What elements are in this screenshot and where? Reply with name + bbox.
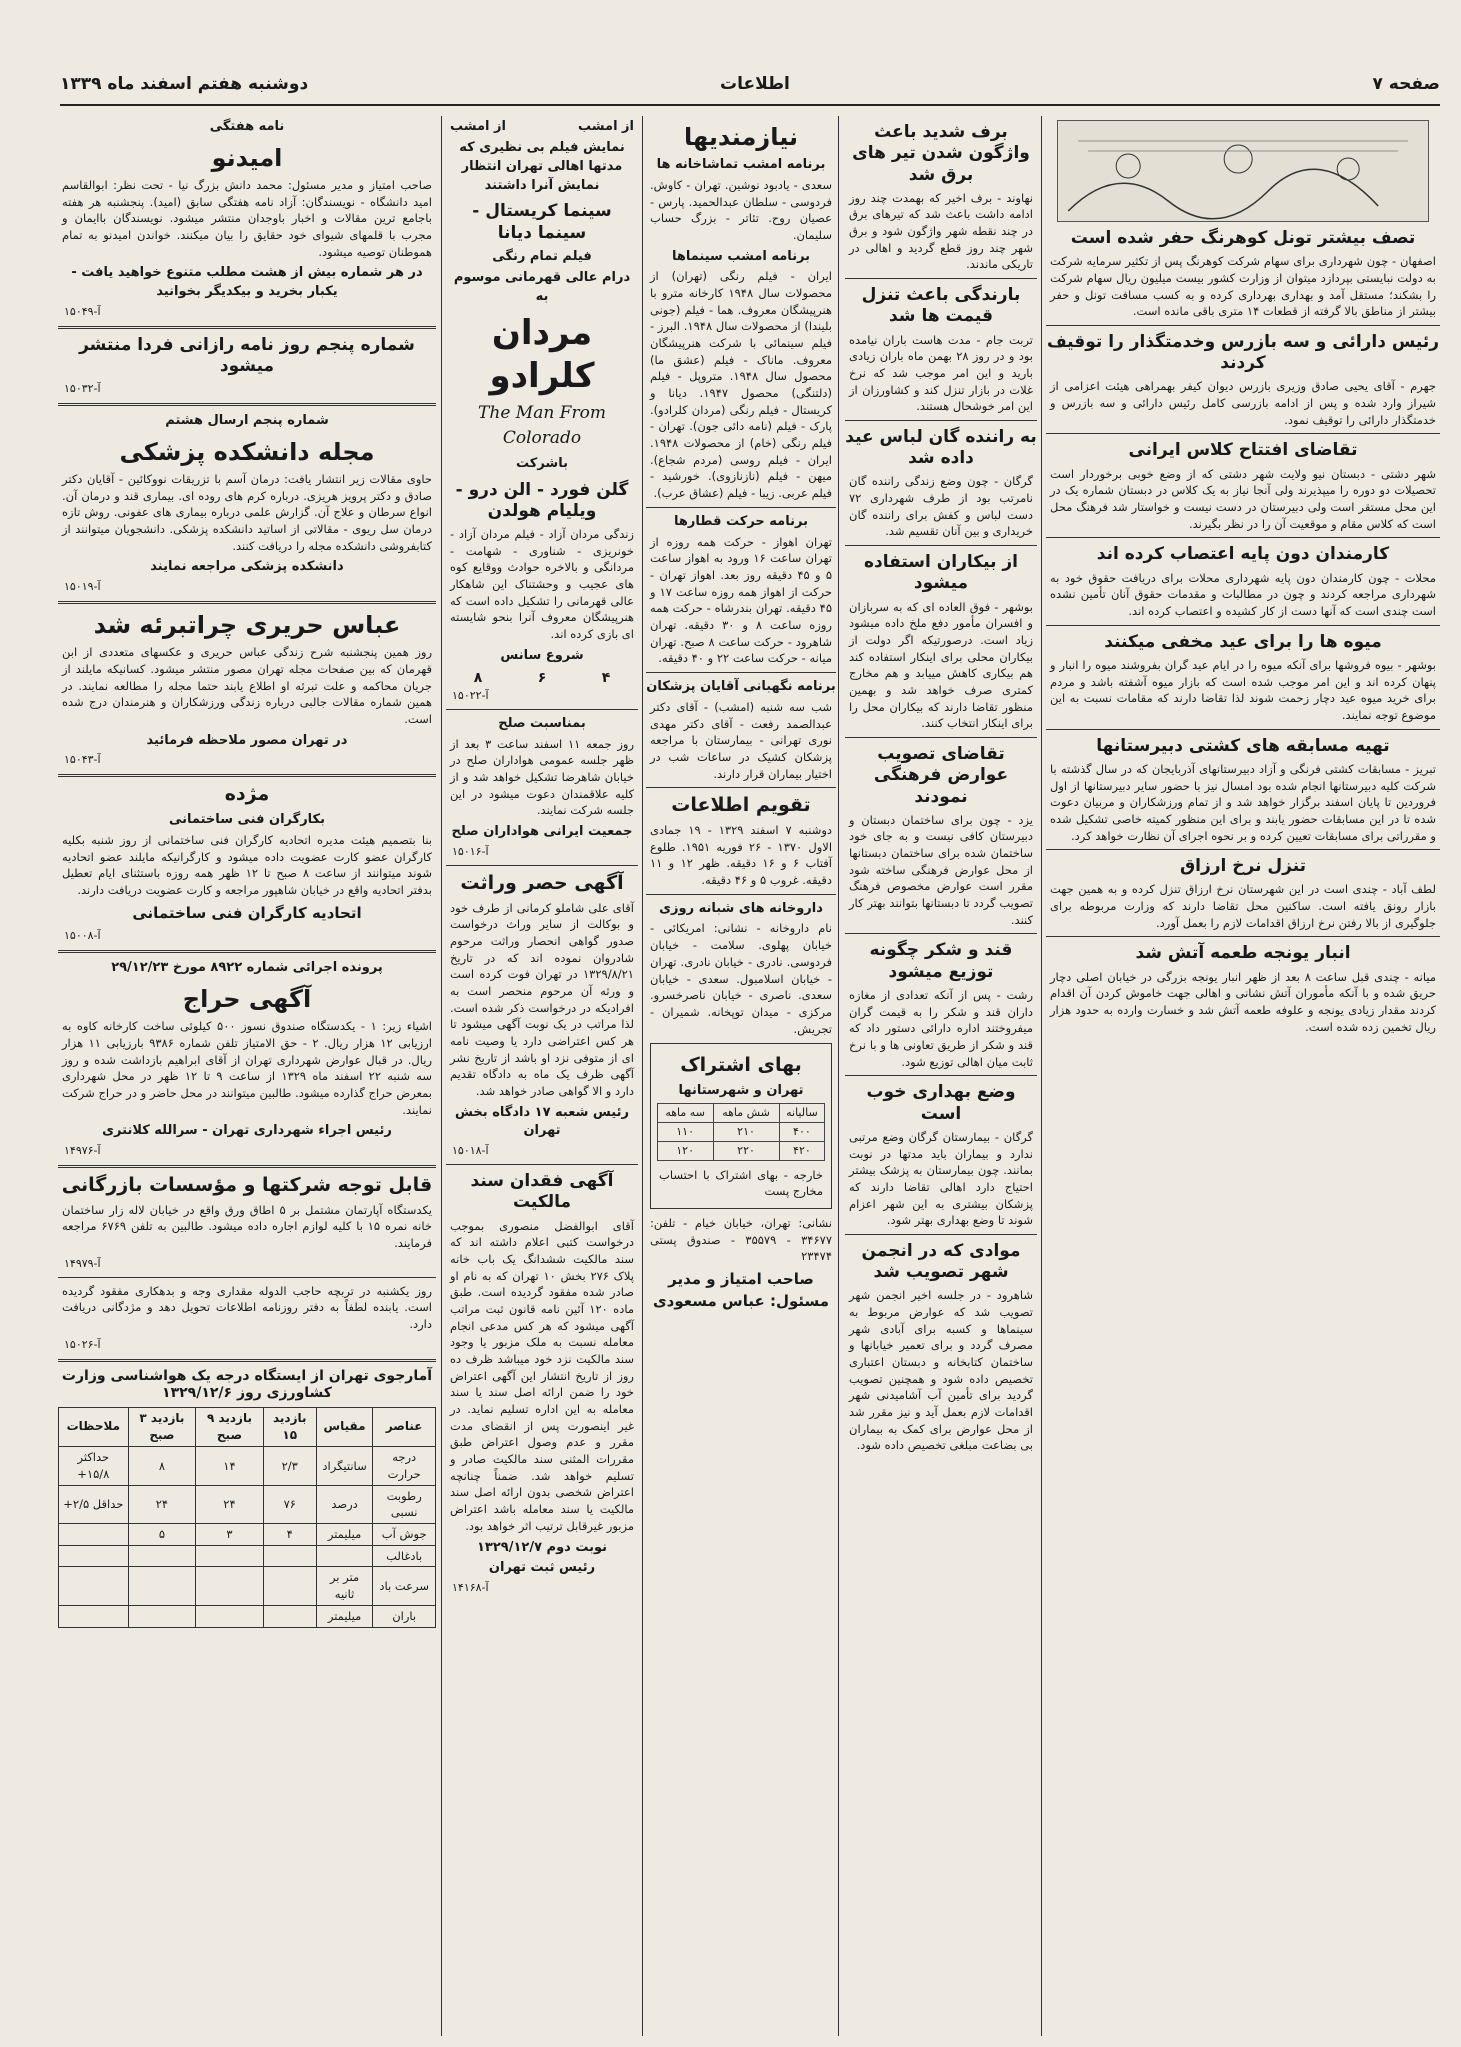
column-regional-news	[1046, 116, 1440, 2036]
article-body: گرگان - بیمارستان گرگان وضع مرتبی ندارد و بیماران باید مدتها در نوبت بمانند. چون بیمارستان به پزشک بیشتر احتیاج دارد اهالی تقاضا دارند که پزشکان بیشتری به این شهر اعزام شوند تا وضع بهداری بهتر شود.	[849, 1129, 1033, 1228]
peace-text: روز جمعه ۱۱ اسفند ساعت ۳ بعد از ظهر جلسه عمومی هواداران صلح در خیابان شاهرضا تشکیل خواهد شد و از کلیه علاقمندان دعوت میشود در این جلسه شرکت نمایند.	[450, 736, 634, 818]
ad-code: آ-۱۵۰۱۹	[64, 580, 101, 594]
showtime: ۶	[537, 669, 547, 686]
table-cell: ۸	[128, 1447, 196, 1485]
table-cell	[59, 1524, 129, 1546]
table-cell: ۴۰۰	[779, 1122, 825, 1141]
subscription-heading: بهای اشتراک	[680, 1054, 802, 1077]
showtime: ۸	[473, 669, 483, 686]
razi-notice: شماره پنجم روز نامه رازانی فردا منتشر میشود	[79, 334, 415, 377]
table-cell: ۵	[128, 1524, 196, 1546]
article-title: موادی که در انجمن شهر تصویب شد	[861, 1240, 1021, 1283]
table-cell: سه ماهه	[657, 1103, 713, 1122]
movie-synopsis: زندگی مردان آزاد - فیلم مردان آزاد - خونریزی - شناوری - شهامت - مردانگی و بالاخره حوادث ووقایع کوه های عجیب و وحشتناک این شاهکار عالی قهرمانی را تشکیل داده است که هنرپیشگان معروف آنرا بنحو شایسته ای بازی کرده اند.	[450, 527, 634, 642]
showtime: ۴	[601, 669, 611, 686]
article-body: میانه - چندی قبل ساعت ۸ بعد از ظهر انبار یونجه بزرگی در خیابان اصلی دچار حریق شده و با آنکه مأموران آتش نشانی و اهالی جهت خاموش کردن آن اقدام کردند مقدار زیادی یونجه و علوفه طعمه آتش شد و خسارت وارده به حدود هزار ریال تخمین زده شده است.	[1050, 969, 1437, 1034]
table-cell	[316, 1545, 373, 1567]
article-title: بارندگی باعث تنزل قیمت ها شد	[861, 285, 1021, 327]
article-title: رئیس دارائی و سه بازرس وخدمتگذار را توقیف کردند	[1046, 331, 1440, 374]
abbas-foot: در تهران مصور ملاحظه فرمائید	[146, 732, 348, 748]
peace-heading: بمناسبت صلح	[498, 715, 586, 731]
mozhdeh-subtitle: بکارگران فنی ساختمانی	[169, 812, 325, 828]
movie-title-latin: The Man From Colorado	[478, 403, 606, 449]
article-title: تنزل نرخ ارزاق	[1179, 856, 1307, 877]
table-cell	[128, 1605, 196, 1627]
table-cell: ۲۱۰	[713, 1122, 779, 1141]
ad-title: آگهی حصر وراثت	[460, 871, 624, 894]
abbas-title: عباس حریری چراتبرئه شد	[93, 611, 401, 640]
doctors-listing: شب سه شنبه (امشب) - آقای دکتر عبدالصمد رفعت - آقای دکتر مهدی نوری تهرانی - بیمارستان با مراجعه پزشکان کشیک در ساعات شب در اختیار بیماران قرار دارند.	[650, 699, 832, 781]
article-body: شاهرود - در جلسه اخیر انجمن شهر تصویب شد که عوارض مربوط به سینماها و کسبه برای آبادی شهر مصرف گردد و برای تعمیر خیابانها و ساختمان کتابخانه و دبستان اعتباری تخصیص داده شود و همچنین تصویب گردید برای تأمین آب آشامیدنی شهر اقدامات لازم بعمل آید و نیز مقرر شد از محل عوارض برای کمک به بیماران بی بضاعت مبلغی تخصیص داده شود.	[849, 1288, 1033, 1453]
cartoon-illustration	[1057, 120, 1429, 222]
subscription-note: خارجه - بهای اشتراک با احتساب مخارج پست	[659, 1167, 823, 1199]
cinema-names: سینما کریستال - سینما دیانا	[472, 201, 612, 243]
table-row	[59, 1545, 436, 1567]
amidno-title: امیدنو	[211, 143, 283, 172]
table-cell: ۲۴	[128, 1485, 196, 1523]
abbas-text: روز همین پنجشنبه شرح زندگی عباس حریری و عکسهای متعددی از ابن قهرمان که بین صفحات مجله تهران مصور منتشر میشود. کسانیکه مایلند از جریان محاکمه و علت تبرئه او اطلاع یابند حتما مجله را مطالعه نمایند. در همین شماره مقالات جالبی درباره زندگی ورزشکاران و هنرمندان درج شده است.	[62, 645, 432, 726]
film-type: فیلم تمام رنگی	[492, 248, 592, 264]
table-cell	[59, 1567, 129, 1605]
table-cell: ۳	[196, 1524, 264, 1546]
column-rule	[1041, 116, 1042, 2036]
weather-table	[58, 1407, 436, 1628]
ad-signature: رئیس ثبت تهران	[488, 1560, 596, 1576]
article-body: اصفهان - چون شهرداری برای سهام شرکت کوهرنگ پس از تکثیر سرمایه شرکت به دولت نبایستی بپردازد میتوان از وزارت کشور بیست میلیون ریال سهام شرکت را بشکند؛ مستقل آمد و بهداری بهرداری کرده و به کسب مسافت تونل و حفر بیشتر از مناطق بالا گرفته از قطعات ۱۴ متری باقی مانده است.	[1050, 254, 1436, 319]
table-row	[59, 1485, 436, 1523]
table-row	[59, 1447, 436, 1485]
pharmacy-heading: داروخانه های شبانه روزی	[659, 900, 823, 916]
notice-text: یکدستگاه آپارتمان مشتمل بر ۵ اطاق ورق واقع در خیابان لاله زار ساختمان خانه نمره ۱۵ با کلیه لوازم اجاره داده میشود. طالبین به تلفن ۶۷۶۹ مراجعه فرمایند.	[62, 1202, 432, 1251]
lost-item-text: روز یکشنبه در تربچه حاجب الدوله مقداری وجه و بدهکاری مفقود گردیده است. یابنده لطفاً به دفتر روزنامه اطلاعات تحویل دهد و مژدگانی دریافت دارد.	[62, 1283, 432, 1332]
table-cell: درصد	[316, 1485, 373, 1523]
showtimes-heading: شروع سانس	[500, 647, 584, 663]
article-title: تقاضای افتتاح کلاس ایرانی	[1128, 440, 1358, 461]
trains-schedule: تهران اهواز - حرکت همه روزه از تهران ساعت ۱۶ ورود به اهواز ساعت ۵ و ۴۵ دقیقه روز بعد. اهواز تهران - حرکت از اهواز همه روزه ساعت ۱۷ و ۴۵ دقیقه. تهران بندرشاه - حرکت همه روزه ساعت ۸ و ۳۰ دقیقه. تهران شاهرود - حرکت ساعت ۸ صبح. تهران میانه - حرکت ساعت ۲۲ و ۴۰ دقیقه.	[650, 534, 833, 666]
journal-kicker: شماره پنجم ارسال هشتم	[165, 413, 329, 429]
cast-label: باشرکت	[516, 455, 568, 471]
table-header: مقیاس	[316, 1407, 373, 1447]
amidno-foot: در هر شماره بیش از هشت مطلب متنوع خواهید یافت - یکبار بخرید و بیکدیگر بخوانید	[71, 265, 423, 300]
table-cell: جوش آب	[373, 1524, 436, 1546]
auction-signature: رئیس اجراء شهرداری تهران - سرالله کلانتری	[102, 1123, 392, 1139]
ad-code: آ-۱۴۹۷۶	[64, 1144, 101, 1158]
table-cell: حداقل ۲/۵+	[59, 1485, 129, 1523]
movies-heading: برنامه امشب سینماها	[671, 248, 811, 264]
auction-title: آگهی حراج	[182, 985, 312, 1014]
table-cell: سالیانه	[779, 1103, 825, 1122]
ad-code: آ-۱۵۰۲۲	[452, 688, 489, 702]
table-cell: ۲۲۰	[713, 1141, 779, 1160]
table-cell: میلیمتر	[316, 1605, 373, 1627]
article-title: برف شدید باعث واژگون شدن تیر های برق شد	[852, 122, 1030, 185]
article-title: تهیه مسابقه های کشتی دبیرستانها	[1096, 735, 1390, 756]
calendar-text: دوشنبه ۷ اسفند ۱۳۲۹ - ۱۹ جمادی الاول ۱۳۷۰ - ۲۶ فوریه ۱۹۵۱. طلوع آفتاب ۶ و ۱۶ دقیقه. ظهر ۱۲ و ۱۱ دقیقه. غروب ۵ و ۴۶ دقیقه.	[650, 822, 833, 887]
article-body: یزد - چون برای ساختمان دبستان و دبیرستان کافی نیست و به جای خود ساختمان شده برای ساختمان دبستانها از محل عوارض فرهنگی ساخته شود مقرر است عوارض مخصوص فرهنگ تصویب گردد تا دبستانها بتوانند بهتر کار کنند.	[849, 812, 1033, 927]
weather-title: آمارجوی تهران از ایستگاه درجه یک هواشناسی وزارت کشاورزی روز ۱۳۲۹/۱۲/۶	[61, 1367, 433, 1402]
tonight-label: از امشب	[450, 119, 506, 134]
table-header: عناصر	[373, 1407, 436, 1447]
article-body: شهر دشتی - دبستان نیو ولایت شهر دشتی که از وضع خوبی برخوردار است تحصیلات دو دوره را میپذیرند ولی آنجا نیاز به یک کلاس در دبستان شماره یک در این محل مستقر است ولی دبیرستان در دست نیست و خواستار شد فرهنگ محل است که کلاس مقام و موقعیت آن را در نظر بگیرند.	[1050, 466, 1436, 531]
pharmacy-listing: نام داروخانه - نشانی: امریکائی - خیابان پهلوی. سلامت - خیابان فردوسی. نادری - خیابان نادری. تهران - خیابان اسلامبول. سعدی - خیابان سعدی. ناصری - خیابان ناصرخسرو. مرکزی - میدان توپخانه. شمیران - تجریش.	[650, 921, 832, 1036]
subscription-table	[657, 1103, 826, 1161]
article-title: از بیکاران استفاده میشود	[863, 552, 1019, 594]
table-row	[59, 1567, 436, 1605]
mozhdeh-title: مژده	[224, 783, 270, 806]
column-provincial-news	[845, 116, 1037, 2036]
journal-foot: دانشکده پزشکی مراجعه نمایند	[150, 559, 344, 575]
article-body: تبریز - مسابقات کشتی فرنگی و آزاد دبیرستانهای آذربایجان که در سال گذشته با شرکت کلیه دبیرستانها انجام شده بود امسال نیز با حضور سایر دبیرستانها از اول فروردین تا پایان اسفند برگزار خواهد شد و از تمام ورزشکاران و مربیان دعوت شده تا در این مسابقات حضور یابند و برای این منظور کمیته خاصی تشکیل شده و مقرراتی برای مسابقات تعیین کرده و بر نحوه اجرای آن نظارت خواهد کرد.	[1050, 761, 1436, 843]
issue-date: دوشنبه هفتم اسفند ماه ۱۳۳۹	[60, 74, 309, 94]
article-body: نهاوند - برف اخیر که بهمدت چند روز ادامه داشت باعث شد که تیرهای برق در چند نقطه شهر واژگون شود و برق شهر چند روز قطع گردید و اهالی در تاریکی ماندند.	[849, 190, 1033, 272]
article-body: رشت - پس از آنکه تعدادی از مغازه داران قند و شکر را به قیمت گران میفروختند اداره دارائی دستور داد که قند و شکر از طریق تعاونی ها و با نرخ ثابت میان اهالی توزیع شود.	[849, 987, 1033, 1069]
article-title: قند و شکر چگونه توزیع میشود	[869, 940, 1013, 982]
article-body: بوشهر - بیوه فروشها برای آنکه میوه را در ایام عید گران بفروشند میوه را انبار و پنهان کرده اند و این امر موجب شده است که بازار میوه آشفته باشد و مردم برای خرید میوه عید دچار زحمت شوند لذا تقاضا دارند که مقامات نسبت به این موضوع توجه نمایند.	[1050, 657, 1436, 722]
ad-text: آقای ابوالفضل منصوری بموجب درخواست کتبی اعلام داشته اند که سند مالکیت ششدانگ یک باب خانه پلاک ۲۷۶ بخش ۱۰ تهران که به نام او صادر شده مفقود گردیده است. طبق ماده ۱۲۰ آئین نامه قانون ثبت مراتب آگهی میشود که هر کس مدعی انجام معامله نسبت به ملک مزبور یا وجود سند مالکیت نزد خود میباشد ظرف ده روز از تاریخ انتشار این آگهی اعتراض خود را ضمن ارائه اصل سند یا سند معامله به این اداره تسلیم نماید. در غیر اینصورت پس از انقضای مدت مقرر و عدم وصول اعتراض طبق مقررات المثنی سند مالکیت صادر و تسلیم خواهد شد. ضمناً چنانچه اعتراض شخصی بدون ارائه اصل سند مالکیت یا سند معامله باشد اعتراض مزبور غیرقابل ترتیب اثر خواهد بود.	[450, 1218, 634, 1533]
table-cell: میلیمتر	[316, 1524, 373, 1546]
table-cell: رطوبت نسبی	[373, 1485, 436, 1523]
article-body: تربت جام - مدت هاست باران نیامده بود و در روز ۲۸ بهمن ماه باران زیادی بارید و این امر موجب شد که نرخ غلات در بازار تنزل کند و کشاورزان از این امر خوشحال هستند.	[849, 332, 1033, 414]
table-cell	[196, 1545, 264, 1567]
movie-stars: گلن فورد - الن درو - ویلیام هولدن	[455, 479, 629, 521]
paper-address: نشانی: تهران، خیابان خیام - تلفن: ۳۴۶۷۷ - ۳۵۵۷۹ - صندوق پستی ۲۳۴۷۴	[650, 1215, 832, 1264]
ad-code: آ-۱۵۰۱۶	[452, 844, 489, 858]
column-rule	[642, 116, 643, 2036]
table-header: بازدید ۳ صبح	[128, 1407, 196, 1447]
ad-date: نوبت دوم ۱۳۲۹/۱۲/۷	[476, 1539, 608, 1555]
ad-code: آ-۱۵۰۴۹	[64, 304, 101, 318]
table-cell: ۴	[263, 1524, 316, 1546]
subscription-subheading: تهران و شهرستانها	[678, 1082, 804, 1098]
table-cell	[263, 1605, 316, 1627]
table-cell: ۲/۳	[263, 1447, 316, 1485]
movie-title: مردان کلرادو	[489, 313, 595, 396]
tonight-label: از امشب	[578, 119, 634, 134]
table-cell: ۷۶	[263, 1485, 316, 1523]
column-rule	[441, 116, 442, 2036]
table-header: بازدید ۹ صبح	[196, 1407, 264, 1447]
mozhdeh-signature: اتحادیه کارگران فنی ساختمانی	[132, 903, 362, 922]
column-announcements	[58, 116, 436, 2036]
movies-listing: ایران - فیلم رنگی (تهران) از محصولات سال ۱۹۴۸ کارخانه مترو با هنرپیشگان معروف. هما - فیلم (جونی بلیندا) از محصولات سال ۱۹۴۸. البرز - فیلم سینمائی با شرکت هنرپیشگان معروف. ماناک - فیلم (عشق ما) محصول سال ۱۹۴۸. متروپل - فیلم (دلتنگی) محصول ۱۹۴۷. دیانا و کریستال - فیلم رنگی (مردان کلرادو). پارک - فیلم (نامه دائی جون). تهران - فیلم رنگی (خام) از محصولات ۱۹۴۸. ایران - فیلم روسی (مردم شجاع). میهن - فیلم (نازنازوی). خورشید - فیلم عربی. زیبا - فیلم (عشاق عرب).	[650, 269, 833, 501]
column-classifieds	[646, 116, 836, 2036]
mozhdeh-text: بنا بتصمیم هیئت مدیره اتحادیه کارگران فنی ساختمانی از روز شنبه بکلیه کارگران عضو کارت عضویت داده میشود و کارگرانیکه مایلند عضو اتحادیه شوند میتوانند از ساعت ۸ صبح تا ۱۲ ظهر همه روزه باستثنای ایام تعطیل بدفتر اتحادیه واقع در خیابان شاهپور مراجعه و کارت عضویت دریافت دارند.	[62, 832, 432, 897]
table-cell	[263, 1567, 316, 1605]
ad-code: آ-۱۴۱۶۸	[452, 1581, 489, 1595]
article-body: جهرم - آقای یحیی صادق وزیری بازرس دیوان کیفر بهمراهی هیئت اعزامی از شیراز وارد شده و پس از ادامه بازرسی کامل رئیس دارائی و سه بازرس و خدمتگذار دارائی را توقیف نمود.	[1050, 379, 1436, 427]
article-title: میوه ها را برای عید مخفی میکنند	[1104, 631, 1382, 652]
article-title: وضع بهداری خوب است	[866, 1082, 1016, 1124]
table-cell	[59, 1545, 129, 1567]
table-cell	[263, 1545, 316, 1567]
cinema-heading: برنامه امشب تماشاخانه ها	[656, 157, 826, 172]
cinema-listing: سعدی - یادبود نوشین. تهران - کاوش. فردوسی - سلطان عبدالحمید. پارس - عصیان روح. تئاتر - بزرگ حساب سلیمان.	[650, 177, 832, 242]
column-cinema-ads	[446, 116, 638, 2036]
table-cell	[196, 1605, 264, 1627]
publisher-line: صاحب امتیاز و مدیر مسئول: عباس مسعودی	[652, 1269, 830, 1310]
auction-file: پرونده اجرائی شماره ۸۹۲۲ مورخ ۲۹/۱۲/۲۳	[111, 960, 383, 976]
ad-signature: رئیس شعبه ۱۷ دادگاه بخش تهران	[455, 1104, 629, 1139]
article-body: لطف آباد - چندی است در این شهرستان نرخ ارزاق تنزل کرده و به همین جهت بازار رونق یافته است. ساکنین محل تقاضا دارند که وزارت مربوطه برای جلوگیری از بالا رفتن نرخ ارزاق اقدامات لازم را بعمل آورد.	[1050, 882, 1436, 930]
table-cell	[196, 1567, 264, 1605]
article-body: بوشهر - فوق العاده ای که به سربازان و افسران مأمور دفع ملخ داده میشود زیاد است. درصورتیکه اگر دولت از بیکاران محلی برای اینکار استفاده کند هم بیکاری کاهش مییابد و هم مخارج کمتری صرف خواهد شد و بهمین منظور تقاضا دارند که بیکاران محل را برای اینکار انتخاب کنند.	[849, 599, 1033, 731]
ad-text: آقای علی شاملو کرمانی از طرف خود و بوکالت از سایر وراث درخواست صدور گواهی انحصار وراثت مرحوم شادروان نموده اند که در تاریخ ۱۳۲۹/۸/۲۱ در تهران فوت کرده است و ورثه آن مرحوم منحصر است به افرادیکه در درخواست ذکر شده است. لذا مراتب در یک نوبت آگهی میشود تا هر کس اعتراضی دارد یا وصیت نامه ای از متوفی نزد او باشد از تاریخ نشر آگهی ظرف یک ماه به دادگاه تقدیم دارد و الا گواهی صادر خواهد شد.	[450, 900, 634, 1098]
table-cell: سرعت باد	[373, 1567, 436, 1605]
article-title: تقاضای تصویب عوارض فرهنگی نمودند	[873, 744, 1009, 807]
table-cell: ۱۴	[196, 1447, 264, 1485]
article-body: گرگان - چون وضع زندگی راننده گان نامرتب بود از طرف شهرداری ۷۲ دست لباس و کفش برای راننده گان خریداری و بین آنان تقسیم شد.	[849, 474, 1033, 539]
table-cell: ۴۲۰	[779, 1141, 825, 1160]
peace-signature: جمعیت ایرانی هواداران صلح	[451, 824, 633, 840]
journal-text: حاوی مقالات زیر انتشار یافت: درمان آسم با تزریقات نووکائین - آقایان دکتر صادق و دکتر پرویز هریزی. درباره کرم های روده ای. بیماری قند و درمان آن. انواع سرطان و علاج آن. گزارش علمی درباره بیماری های عفونی. روش تازه درمان سل ریوی - مقالاتی از اساتید دانشکده پزشکی. دانشجویان میتوانند از کتابفروشی دانشکده مجله را دریافت کنند.	[62, 472, 432, 553]
table-cell: حداکثر ۱۵/۸+	[59, 1447, 129, 1485]
page-header	[60, 64, 1440, 106]
ad-code: آ-۱۵۰۰۸	[64, 929, 101, 943]
table-row	[59, 1605, 436, 1627]
article-title: کارمندان دون پایه اعتصاب کرده اند	[1096, 544, 1390, 565]
ad-code: آ-۱۵۰۳۲	[64, 382, 101, 396]
amidno-kicker: نامه هفتگی	[209, 119, 285, 134]
table-cell: باران	[373, 1605, 436, 1627]
calendar-heading: تقویم اطلاعات	[671, 794, 811, 817]
table-cell	[128, 1545, 196, 1567]
subscription-box	[650, 1043, 832, 1209]
table-header: ملاحظات	[59, 1407, 129, 1447]
article-title: به راننده گان لباس عید داده شد	[845, 426, 1037, 469]
journal-title: مجله دانشکده پزشکی	[119, 438, 375, 467]
column-rule	[838, 116, 839, 2036]
article-body: محلات - چون کارمندان دون پایه شهرداری محلات برای دریافت حقوق خود به شهرداری مراجعه کردند و چون در مطالبات و مقدمات حقوق آنان تأمین نشده است چندی است که آنها دست از کار کشیده و اعتصاب کرده اند.	[1050, 570, 1436, 618]
table-header: بازدید ۱۵	[263, 1407, 316, 1447]
ad-code: آ-۱۵۰۴۳	[64, 753, 101, 767]
table-cell: متر بر ثانیه	[316, 1567, 373, 1605]
table-cell: ۱۱۰	[657, 1122, 713, 1141]
table-cell: شش ماهه	[713, 1103, 779, 1122]
ad-code: آ-۱۴۹۷۹	[64, 1256, 101, 1270]
notice-title: قابل توجه شرکتها و مؤسسات بازرگانی	[61, 1174, 433, 1197]
showtimes	[446, 668, 638, 688]
table-cell: ۱۲۰	[657, 1141, 713, 1160]
table-cell: ۲۴	[196, 1485, 264, 1523]
table-cell: بادغالب	[373, 1545, 436, 1567]
amidno-text: صاحب امتیاز و مدیر مسئول: محمد دانش بزرگ نیا - تحت نظر: ابوالقاسم امید دانشگاه - نویسندگان: آزاد نامه هفتگی سابق (امید). پنجشنبه هر هفته باجامع ترین مقالات و اخبار باوجدان منتشر میشود. نویسندگان باایمان و مجرب با قلمهای شیوای خود حقایق را بیان میکنند. خواندن امیدنو به تمام هموطنان توصیه میشود.	[62, 177, 432, 259]
ad-code: آ-۱۵۰۲۶	[64, 1337, 101, 1351]
table-row	[59, 1524, 436, 1546]
table-cell	[59, 1605, 129, 1627]
section-title: نیازمندیها	[683, 123, 799, 151]
page-number: صفحه ۷	[1372, 74, 1440, 94]
doctors-heading: برنامه نگهبانی آقایان پزشکان	[646, 679, 836, 694]
table-cell: درجه حرارت	[373, 1447, 436, 1485]
ad-code: آ-۱۵۰۱۸	[452, 1144, 489, 1158]
table-cell	[128, 1567, 196, 1605]
trains-heading: برنامه حرکت قطارها	[674, 513, 808, 529]
article-title: تصف بیشتر تونل کوهرنگ حفر شده است	[1070, 228, 1416, 248]
ad-title: آگهی فقدان سند مالکیت	[470, 1171, 614, 1213]
movie-intro: نمایش فیلم بی نظیری که مدتها اهالی تهران انتظار نمایش آنرا داشتند	[459, 139, 625, 193]
paper-title: اطلاعات	[720, 74, 790, 94]
film-genre: درام عالی قهرمانی موسوم به	[453, 269, 631, 304]
auction-text: اشیاء زیر: ۱ - یکدستگاه صندوق نسوز ۵۰۰ کیلوئی ساخت کارخانه کاوه به ارزیابی ۱۲ هزار ریال. ۲ - حق الامتیاز تلفن شماره ۹۳۸۶ بارزیابی ۱۱ هزار ریال. در قبال عوارض شهرداری تهران از آقای ابراهیم بازداشت شده و روز سه شنبه ۲۲ اسفند ماه ۱۳۲۹ از ساعت ۹ تا ۱۲ ظهر در محل شهرداری بمعرض حراج گذارده میشود. طالبین میتوانند در محل حاضر و در حراج شرکت نمایند.	[62, 1019, 433, 1117]
article-title: انبار یونجه طعمه آتش شد	[1135, 943, 1351, 964]
table-cell: سانتیگراد	[316, 1447, 373, 1485]
